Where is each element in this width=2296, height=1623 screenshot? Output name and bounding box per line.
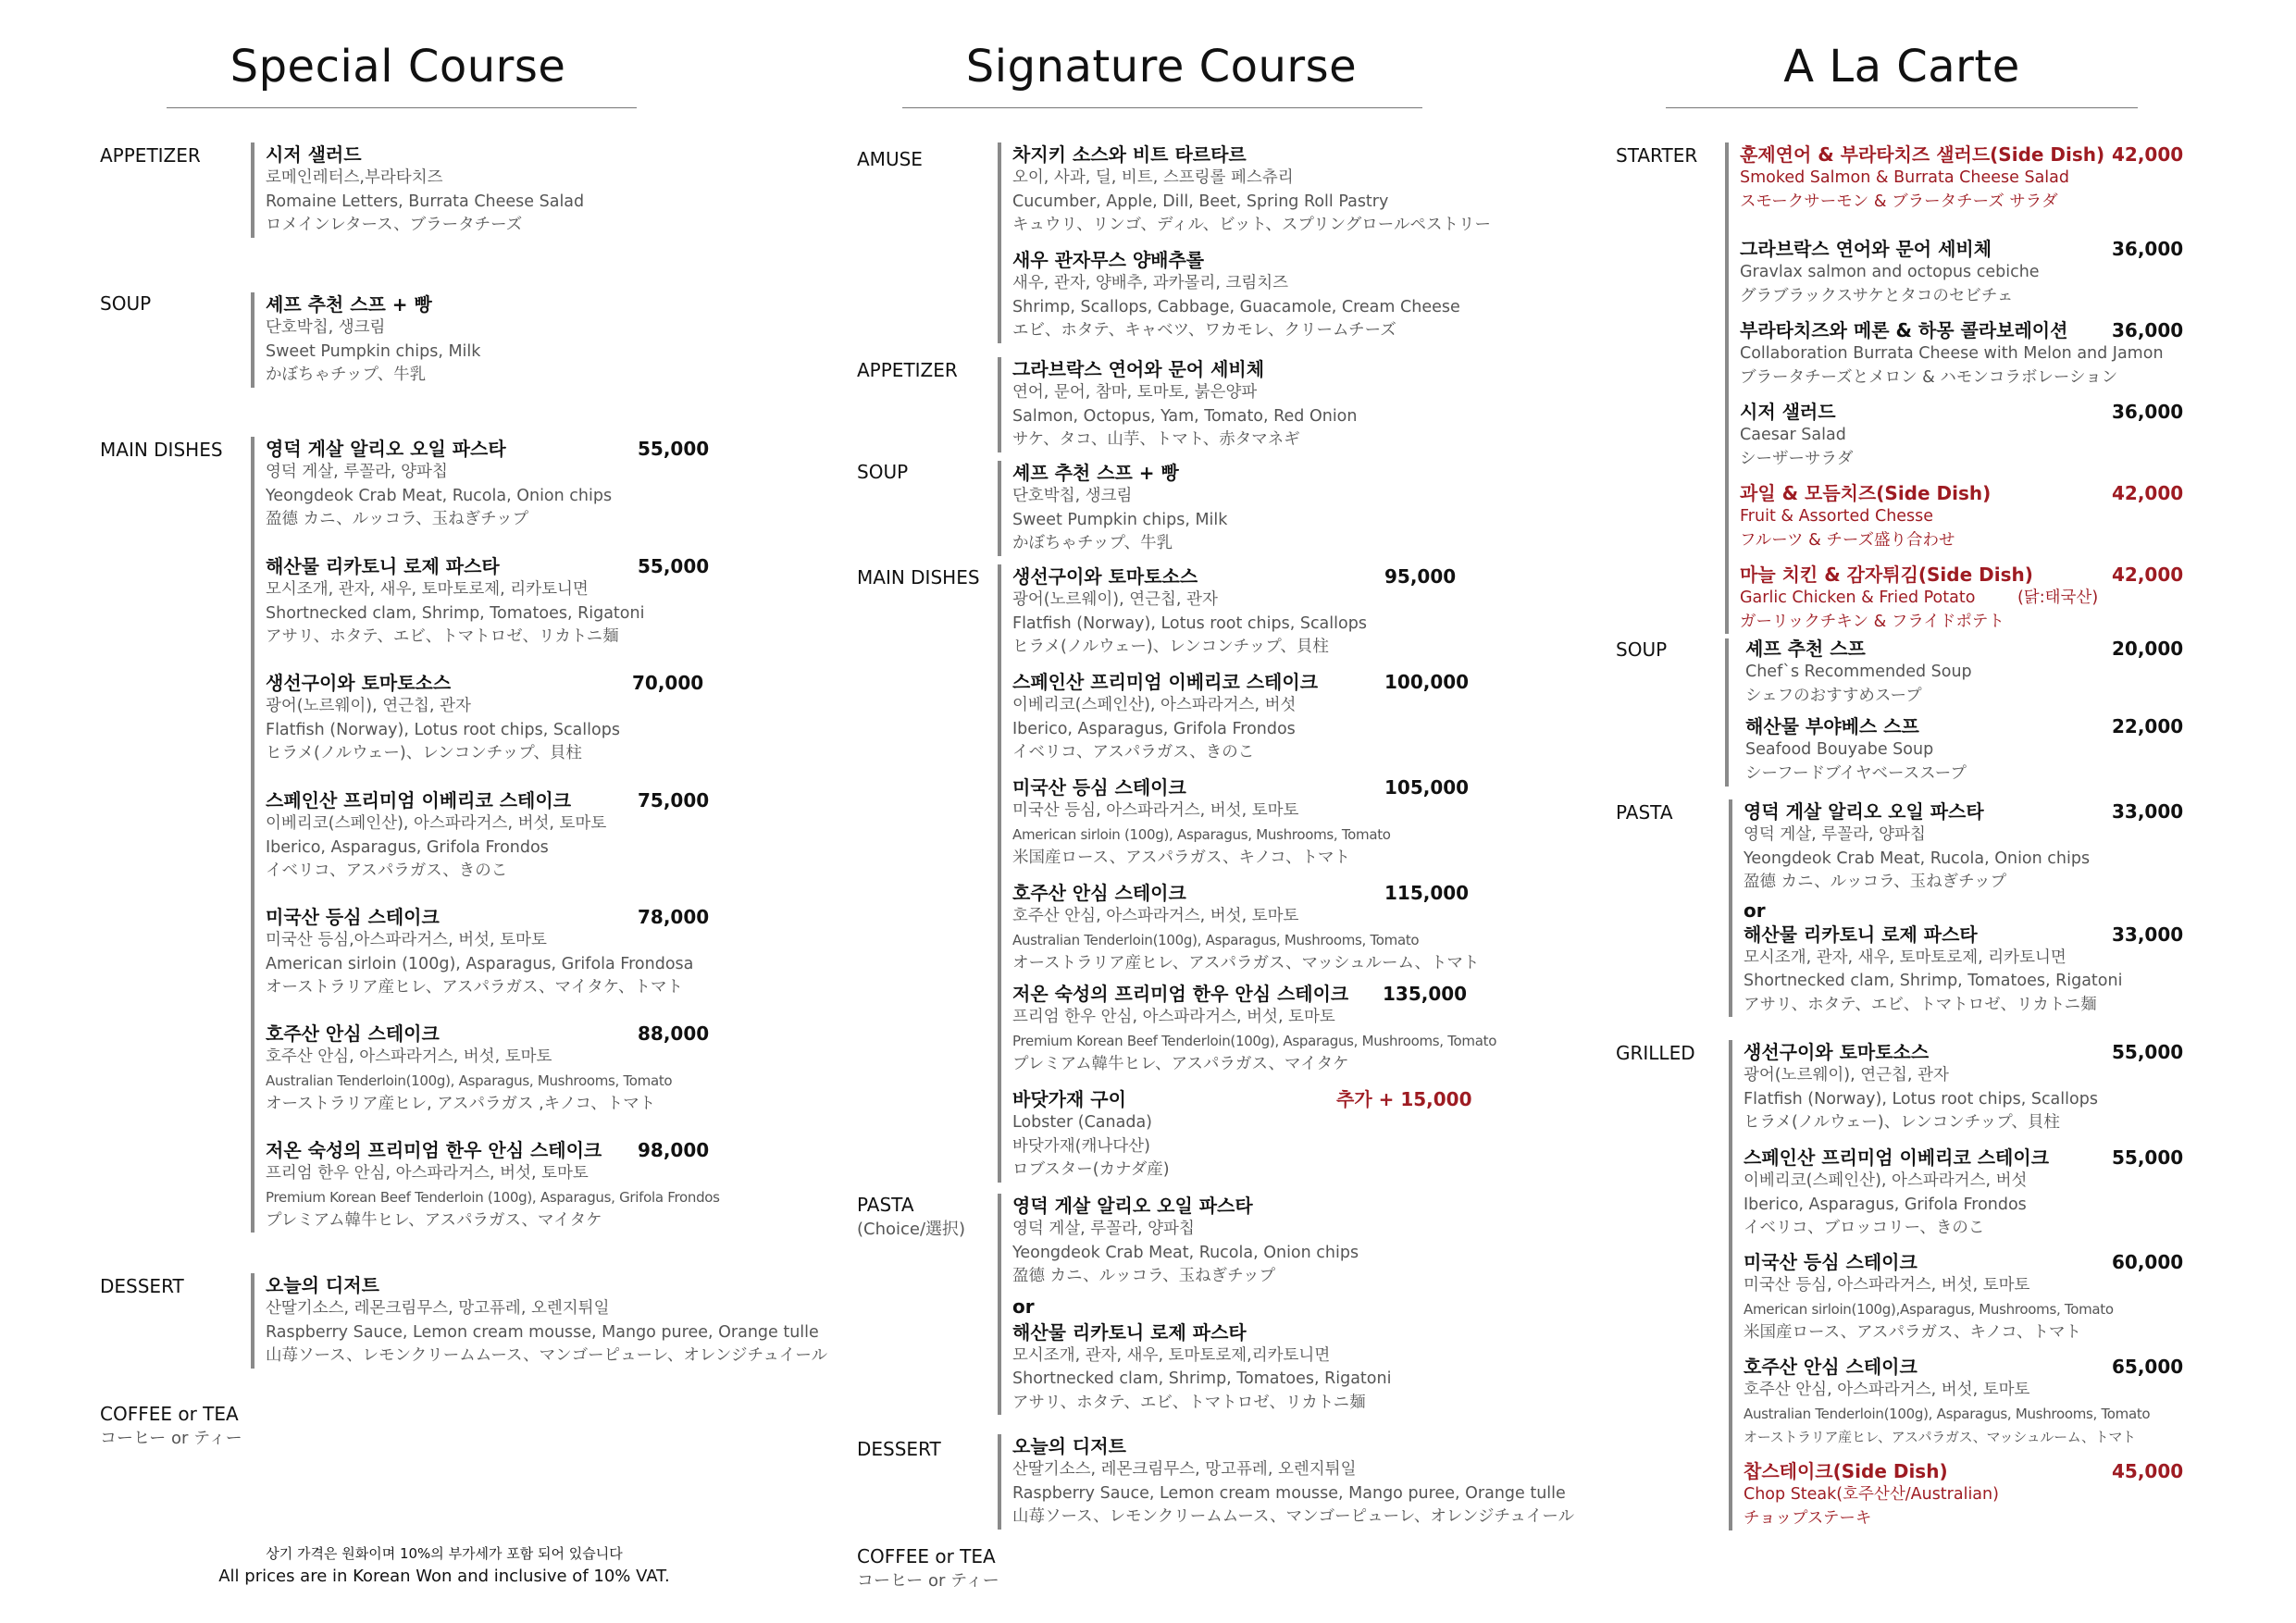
special-course-title: Special Course xyxy=(230,41,566,93)
item-desc-ja: フルーツ & チーズ盛り合わせ xyxy=(1740,530,1955,550)
alacarte-starter-group xyxy=(1725,142,2184,634)
item-name: 영덕 게살 알리오 오일 파스타 xyxy=(1744,800,1984,823)
item-desc-en: Sweet Pumpkin chips, Milk xyxy=(266,341,481,361)
item-desc-en: Australian Tenderloin(100g), Asparagus, Mushrooms, Tomato xyxy=(1744,1405,2151,1422)
menu-item xyxy=(1744,1146,2184,1250)
item-price: 33,000 xyxy=(2112,800,2184,823)
item-price: 45,000 xyxy=(2112,1460,2184,1482)
menu-item xyxy=(266,292,480,388)
item-desc-en: Shortnecked clam, Shrimp, Tomatoes, Rigatoni xyxy=(1744,972,2123,990)
item-desc-ko: 호주산 안심, 아스파라거스, 버섯, 토마토 xyxy=(1012,907,1299,925)
item-desc-ko: 이베리코(스페인산), 아스파라거스, 버섯 xyxy=(1012,696,1297,714)
item-desc-ko: 연어, 문어, 참마, 토마토, 붉은양파 xyxy=(1012,383,1258,402)
item-desc-ja: ヒラメ(ノルウェー)、レンコンチップ、貝柱 xyxy=(266,744,582,762)
menu-item xyxy=(1012,775,1496,881)
menu-item xyxy=(1012,461,1227,556)
item-desc-en: Chop Steak(호주산산/Australian) xyxy=(1744,1485,1999,1504)
menu-item xyxy=(1012,564,1496,670)
item-price: 95,000 xyxy=(1384,565,1457,588)
category-grilled: GRILLED xyxy=(1616,1042,1695,1064)
item-desc-en: Collaboration Burrata Cheese with Melon and Jamon xyxy=(1740,344,2164,363)
item-desc-ja: 山苺ソース、レモンクリームムース、マンゴーピューレ、オレンジチュイール xyxy=(1012,1507,1575,1526)
item-desc-ja: プレミアム韓牛ヒレ、アスパラガス、マイタケ xyxy=(266,1211,602,1230)
or-divider: or xyxy=(1744,898,1766,922)
item-name: 셰프 추천 스프 xyxy=(1745,638,1866,660)
item-desc-ko: 단호박칩, 생크림 xyxy=(266,318,386,337)
item-desc-ja: シーザーサラダ xyxy=(1740,449,1854,468)
item-name: 셰프 추천 스프 + 빵 xyxy=(1012,462,1179,484)
category-appetizer: APPETIZER xyxy=(857,359,958,381)
item-desc-ko: 로메인레터스,부라타치즈 xyxy=(266,168,443,187)
item-desc-ja: アサリ、ホタテ、エビ、トマトロゼ、リカトニ麺 xyxy=(266,627,619,646)
menu-item xyxy=(266,142,584,238)
menu-item xyxy=(266,1273,827,1369)
menu-item xyxy=(1740,318,2184,400)
item-price: 115,000 xyxy=(1384,882,1470,904)
item-desc-ja: 盈德 カニ、ルッコラ、玉ねぎチップ xyxy=(266,510,529,528)
coffee-label-ja: コーヒー or ティー xyxy=(100,1429,242,1448)
item-desc-en: Flatfish (Norway), Lotus root chips, Scallops xyxy=(266,720,620,739)
item-desc-ko: 미국산 등심,아스파라거스, 버섯, 토마토 xyxy=(266,931,547,949)
item-desc-en: Yeongdeok Crab Meat, Rucola, Onion chips xyxy=(1744,849,2091,868)
item-desc-en: Premium Korean Beef Tenderloin(100g), Asparagus, Mushrooms, Tomato xyxy=(1012,1032,1497,1049)
item-desc-en: Cucumber, Apple, Dill, Beet, Spring Roll Pastry xyxy=(1012,192,1389,211)
item-name: 미국산 등심 스테이크 xyxy=(1012,776,1186,799)
item-price: 55,000 xyxy=(2112,1146,2184,1169)
special-dessert-group xyxy=(251,1273,827,1369)
item-desc-ko: 바닷가재(캐나다산) xyxy=(1012,1136,1150,1156)
item-price: 105,000 xyxy=(1384,776,1470,799)
signature-title-rule xyxy=(902,107,1422,108)
item-price: 33,000 xyxy=(2112,923,2184,946)
soup-divider-line xyxy=(1725,638,1729,787)
menu-item xyxy=(1740,563,2184,634)
item-desc-en: Flatfish (Norway), Lotus root chips, Scallops xyxy=(1744,1089,2098,1109)
item-name: 과일 & 모듬치즈(Side Dish) xyxy=(1740,482,1992,504)
item-name: 영덕 게살 알리오 오일 파스타 xyxy=(266,438,506,460)
category-soup: SOUP xyxy=(1616,638,1668,661)
item-desc-en: Fruit & Assorted Chesse xyxy=(1740,507,1934,526)
menu-item xyxy=(266,437,720,554)
item-desc-ko: 모시조개, 관자, 새우, 토마토로제, 리카토니면 xyxy=(1744,948,2066,967)
item-name: 호주산 안심 스테이크 xyxy=(266,1022,440,1045)
item-price: 20,000 xyxy=(2112,638,2184,660)
signature-dessert-group xyxy=(998,1434,1574,1530)
category-appetizer: APPETIZER xyxy=(100,144,201,167)
item-name: 마늘 치킨 & 감자튀김(Side Dish) xyxy=(1740,564,2033,586)
item-name: 그라브락스 연어와 문어 세비체 xyxy=(1012,358,1265,380)
item-desc-ko: 모시조개, 관자, 새우, 토마토로제, 리카토니면 xyxy=(266,580,589,599)
item-desc-en: Iberico, Asparagus, Grifola Frondos xyxy=(266,837,549,857)
item-desc-ko: 광어(노르웨이), 연근칩, 관자 xyxy=(1012,590,1218,609)
menu-item xyxy=(266,788,720,905)
item-desc-en: American sirloin (100g), Asparagus, Grifola Frondosa xyxy=(266,954,694,973)
item-desc-en: Caesar Salad xyxy=(1740,426,1846,444)
menu-item xyxy=(266,1022,720,1138)
item-name: 오늘의 디저트 xyxy=(1012,1435,1126,1457)
category-soup: SOUP xyxy=(100,292,152,315)
menu-item xyxy=(1744,923,2184,1018)
item-name: 호주산 안심 스테이크 xyxy=(1012,882,1186,904)
item-name: 훈제연어 & 부라타치즈 샐러드(Side Dish) xyxy=(1740,143,2105,166)
item-name: 셰프 추천 스프 + 빵 xyxy=(266,293,432,316)
category-dessert: DESSERT xyxy=(100,1275,184,1297)
item-price: 60,000 xyxy=(2112,1251,2184,1273)
item-desc-en: Raspberry Sauce, Lemon cream mousse, Mango puree, Orange tulle xyxy=(1012,1483,1566,1503)
item-name: 부라타치즈와 메론 & 하몽 콜라보레이션 xyxy=(1740,319,2068,341)
a-la-carte-title: A La Carte xyxy=(1783,41,2020,93)
item-name: 호주산 안심 스테이크 xyxy=(1744,1356,1917,1378)
item-desc-ja: オーストラリア産ヒレ, アスパラガス ,キノコ、トマト xyxy=(266,1095,656,1113)
item-desc-ja: ブラータチーズとメロン & ハモンコラボレーション xyxy=(1740,367,2118,387)
special-main-group xyxy=(251,437,720,1233)
item-desc-en: Raspberry Sauce, Lemon cream mousse, Mango puree, Orange tulle xyxy=(266,1322,819,1342)
item-desc-ja: オーストラリア産ヒレ、アスパラガス、マイタケ、トマト xyxy=(266,978,683,997)
item-desc-ko: 새우, 관자, 양배추, 과카몰리, 크림치즈 xyxy=(1012,274,1289,292)
item-name: 찹스테이크(Side Dish) xyxy=(1744,1460,1948,1482)
menu-item xyxy=(1744,799,2184,895)
signature-amuse-group xyxy=(998,142,1491,343)
item-name: 생선구이와 토마토소스 xyxy=(1012,565,1198,588)
item-name: 미국산 등심 스테이크 xyxy=(1744,1251,1917,1273)
item-price: 22,000 xyxy=(2112,715,2184,737)
item-name: 해산물 리카토니 로제 파스타 xyxy=(1744,923,1978,946)
item-price: 55,000 xyxy=(638,555,710,577)
item-desc-ko: 산딸기소스, 레몬크림무스, 망고퓨레, 오렌지튀일 xyxy=(1012,1460,1357,1479)
item-desc-en: Iberico, Asparagus, Grifola Frondos xyxy=(1744,1195,2027,1214)
item-desc-en: Shortnecked clam, Shrimp, Tomatoes, Rigatoni xyxy=(1012,1369,1392,1388)
item-desc-ko: 단호박칩, 생크림 xyxy=(1012,487,1133,505)
item-name: 저온 숙성의 프리미엄 한우 안심 스테이크 xyxy=(266,1139,602,1161)
menu-item xyxy=(1012,1434,1574,1530)
item-desc-en-text: Garlic Chicken & Fried Potato xyxy=(1740,588,1976,607)
item-desc-en: Australian Tenderloin(100g), Asparagus, Mushrooms, Tomato xyxy=(266,1072,673,1089)
category-starter: STARTER xyxy=(1616,144,1698,167)
item-desc-ja: イベリコ、ブロッコリー、きのこ xyxy=(1744,1219,1985,1237)
item-price: 65,000 xyxy=(2112,1356,2184,1378)
menu-item xyxy=(1745,637,2184,714)
signature-appetizer-group xyxy=(998,357,1357,452)
item-desc-ja: グラブラックスサケとタコのセビチェ xyxy=(1740,286,2014,305)
item-desc-ko: 이베리코(스페인산), 아스파라거스, 버섯, 토마토 xyxy=(266,814,607,833)
menu-item xyxy=(1744,1250,2184,1355)
item-desc-ko: 호주산 안심, 아스파라거스, 버섯, 토마토 xyxy=(1744,1381,2030,1399)
item-desc-ja: ロブスター(カナダ産) xyxy=(1012,1160,1170,1179)
item-price: 36,000 xyxy=(2112,238,2184,260)
item-price: 36,000 xyxy=(2112,401,2184,423)
item-desc-ko: 광어(노르웨이), 연근칩, 관자 xyxy=(266,697,471,715)
price-note-ko: 상기 가격은 원화이며 10%의 부가세가 포함 되어 있습니다 xyxy=(266,1545,623,1562)
alacarte-pasta-group xyxy=(1729,799,2184,1017)
menu-item xyxy=(1740,142,2184,237)
menu-item xyxy=(1740,400,2184,481)
item-desc-ko: 광어(노르웨이), 연근칩, 관자 xyxy=(1744,1066,1949,1084)
item-desc-ja: かぼちゃチップ、牛乳 xyxy=(266,365,427,384)
coffee-label: COFFEE or TEA xyxy=(100,1403,239,1425)
item-name: 오늘의 디저트 xyxy=(266,1274,379,1296)
signature-soup-group xyxy=(998,461,1227,556)
menu-item xyxy=(1012,357,1357,452)
item-price: 42,000 xyxy=(2112,143,2184,166)
item-desc-ja: アサリ、ホタテ、エビ、トマトロゼ、リカトニ麺 xyxy=(1012,1393,1366,1412)
item-desc-en: Chef`s Recommended Soup xyxy=(1745,663,1972,681)
item-desc-en: Gravlax salmon and octopus cebiche xyxy=(1740,263,2040,281)
item-desc-ja: オーストラリア産ヒレ、アスパラガス、マッシュルーム、トマト xyxy=(1744,1429,2136,1445)
item-desc-ja: かぼちゃチップ、牛乳 xyxy=(1012,534,1173,552)
item-desc-en: Seafood Bouyabe Soup xyxy=(1745,740,1934,759)
category-pasta xyxy=(857,1194,965,1240)
category-amuse: AMUSE xyxy=(857,148,923,170)
item-desc-ko: 미국산 등심, 아스파라거스, 버섯, 토마토 xyxy=(1744,1276,2030,1295)
menu-item xyxy=(1744,1040,2184,1146)
category-soup: SOUP xyxy=(857,461,909,483)
signature-pasta-group xyxy=(998,1194,1391,1415)
item-desc-ja: イベリコ、アスパラガス、きのこ xyxy=(1012,743,1255,762)
item-desc-ja: ガーリックチキン & フライドポテト xyxy=(1740,612,2004,631)
item-desc-en: Lobster (Canada) xyxy=(1012,1113,1153,1132)
item-desc-en: American sirloin (100g), Asparagus, Mushrooms, Tomato xyxy=(1012,825,1391,843)
item-name: 시저 샐러드 xyxy=(1740,401,1836,423)
menu-item xyxy=(1012,142,1491,248)
menu-item xyxy=(266,671,720,788)
item-desc-en: Flatfish (Norway), Lotus root chips, Scallops xyxy=(1012,613,1367,633)
item-desc-ko: 오이, 사과, 딜, 비트, 스프링롤 페스츄리 xyxy=(1012,168,1294,187)
alacarte-soup-group xyxy=(1731,637,2184,786)
item-desc-ja: イベリコ、アスパラガス、きのこ xyxy=(266,861,508,880)
item-desc-ko: 호주산 안심, 아스파라거스, 버섯, 토마토 xyxy=(266,1047,552,1066)
coffee-label-ja: コーヒー or ティー xyxy=(857,1571,999,1591)
item-desc-ko: 프리엄 한우 안심, 아스파라거스, 버섯, 토마토 xyxy=(1012,1008,1335,1026)
item-name: 스페인산 프리미엄 이베리코 스테이크 xyxy=(1012,671,1319,693)
item-desc-en xyxy=(1740,587,2164,611)
category-pasta: PASTA xyxy=(1616,801,1673,824)
item-name: 생선구이와 토마토소스 xyxy=(266,672,452,694)
item-desc-en: Salmon, Octopus, Yam, Tomato, Red Onion xyxy=(1012,406,1358,426)
item-desc-ja: スモークサーモン & ブラータチーズ サラダ xyxy=(1740,192,2058,211)
signature-course-title: Signature Course xyxy=(965,41,1358,93)
item-desc-en: American sirloin(100g),Asparagus, Mushrooms, Tomato xyxy=(1744,1300,2114,1318)
category-coffee-tea xyxy=(100,1403,242,1449)
item-name: 스페인산 프리미엄 이베리코 스테이크 xyxy=(1744,1146,2050,1169)
category-dessert: DESSERT xyxy=(857,1438,941,1460)
item-desc-ko: 모시조개, 관자, 새우, 토마토로제,리카토니면 xyxy=(1012,1345,1331,1365)
item-desc-ja: アサリ、ホタテ、エビ、トマトロゼ、リカトニ麺 xyxy=(1744,995,2097,1014)
item-name: 바닷가재 구이 xyxy=(1012,1088,1126,1110)
item-desc-ja: シーフードブイヤベーススープ xyxy=(1745,763,1967,783)
menu-item xyxy=(1012,1087,1496,1183)
item-desc-ko: 프리엄 한우 안심, 아스파라거스, 버섯, 토마토 xyxy=(266,1164,589,1183)
item-desc-en: Yeongdeok Crab Meat, Rucola, Onion chips xyxy=(266,486,613,505)
item-price: 75,000 xyxy=(638,789,710,812)
item-desc-ja: 盈德 カニ、ルッコラ、玉ねぎチップ xyxy=(1744,873,2007,891)
item-desc-ja: ヒラメ(ノルウェー)、レンコンチップ、貝柱 xyxy=(1012,638,1329,656)
item-name: 미국산 등심 스테이크 xyxy=(266,906,440,928)
item-desc-en: Smoked Salmon & Burrata Cheese Salad xyxy=(1740,168,2069,187)
special-soup-group xyxy=(251,292,480,388)
pasta-choice-label: (Choice/選択) xyxy=(857,1220,966,1239)
item-desc-ja: 盈德 カニ、ルッコラ、玉ねぎチップ xyxy=(1012,1267,1276,1285)
price-note-en: All prices are in Korean Won and inclusive of 10% VAT. xyxy=(218,1567,670,1586)
menu-item xyxy=(266,1138,720,1233)
item-name: 스페인산 프리미엄 이베리코 스테이크 xyxy=(266,789,572,812)
item-price: 42,000 xyxy=(2112,482,2184,504)
signature-main-group xyxy=(998,564,1496,1183)
item-desc-en: Sweet Pumpkin chips, Milk xyxy=(1012,510,1228,529)
item-desc-ko: 영덕 게살, 루꼴라, 양파칩 xyxy=(266,463,448,481)
item-desc-ko: 영덕 게살, 루꼴라, 양파칩 xyxy=(1744,825,1926,844)
item-desc-en: Australian Tenderloin(100g), Asparagus, Mushrooms, Tomato xyxy=(1012,931,1420,948)
item-desc-en: Yeongdeok Crab Meat, Rucola, Onion chips xyxy=(1012,1243,1359,1262)
a-la-carte-title-rule xyxy=(1666,107,2138,108)
item-price: 88,000 xyxy=(638,1022,710,1045)
item-price: 100,000 xyxy=(1384,671,1470,693)
item-desc-ja: ロメインレタース、ブラータチーズ xyxy=(266,216,523,234)
item-price: 70,000 xyxy=(632,672,704,694)
menu-item xyxy=(1012,881,1496,982)
menu-item xyxy=(1740,237,2184,318)
item-price: 55,000 xyxy=(2112,1041,2184,1063)
menu-item xyxy=(1012,1320,1391,1416)
item-desc-ko: 미국산 등심, 아스파라거스, 버섯, 토마토 xyxy=(1012,801,1299,820)
item-name: 생선구이와 토마토소스 xyxy=(1744,1041,1930,1063)
menu-item xyxy=(266,905,720,1022)
coffee-label: COFFEE or TEA xyxy=(857,1545,996,1567)
item-desc-ja: プレミアム韓牛ヒレ、アスパラガス、マイタケ xyxy=(1012,1055,1349,1073)
menu-item xyxy=(1745,714,2184,786)
menu-item xyxy=(1744,1459,2184,1530)
pasta-label: PASTA xyxy=(857,1194,914,1216)
item-desc-ja: ヒラメ(ノルウェー)、レンコンチップ、貝柱 xyxy=(1744,1113,2060,1132)
menu-item xyxy=(1012,670,1496,775)
item-desc-ja: 米国産ロース、アスパラガス、キノコ、トマト xyxy=(1744,1323,2082,1342)
item-name: 시저 샐러드 xyxy=(266,143,362,166)
item-price: 42,000 xyxy=(2112,564,2184,586)
item-name: 차지키 소스와 비트 타르타르 xyxy=(1012,143,1247,166)
item-desc-ja: シェフのおすすめスープ xyxy=(1745,686,1922,705)
menu-item xyxy=(1012,1194,1391,1289)
item-desc-en: Premium Korean Beef Tenderloin (100g), Asparagus, Grifola Frondos xyxy=(266,1188,720,1206)
price-note xyxy=(157,1542,731,1589)
item-name: 해산물 리카토니 로제 파스타 xyxy=(266,555,500,577)
item-desc-ja: キュウリ、リンゴ、ディル、ビット、スプリングロールペストリー xyxy=(1012,216,1491,234)
item-desc-en: Iberico, Asparagus, Grifola Frondos xyxy=(1012,719,1296,738)
item-name: 그라브락스 연어와 문어 세비체 xyxy=(1740,238,1992,260)
alacarte-grilled-group xyxy=(1729,1040,2184,1530)
special-title-rule xyxy=(167,107,637,108)
item-name: 해산물 부야베스 스프 xyxy=(1745,715,1919,737)
item-price: 36,000 xyxy=(2112,319,2184,341)
menu-item xyxy=(1012,982,1496,1087)
item-desc-en: Shortnecked clam, Shrimp, Tomatoes, Rigatoni xyxy=(266,603,645,623)
item-desc-ja: 山苺ソース、レモンクリームムース、マンゴーピューレ、オレンジチュイール xyxy=(266,1346,828,1365)
item-name: 새우 관자무스 양배추롤 xyxy=(1012,249,1205,271)
item-desc-ko: 영덕 게살, 루꼴라, 양파칩 xyxy=(1012,1220,1195,1238)
category-main-dishes: MAIN DISHES xyxy=(100,439,223,461)
item-price: 추가 + 15,000 xyxy=(1336,1088,1472,1110)
item-price: 98,000 xyxy=(638,1139,710,1161)
menu-item xyxy=(1012,248,1491,343)
item-desc-en: Shrimp, Scallops, Cabbage, Guacamole, Cream Cheese xyxy=(1012,297,1460,316)
item-desc-ja: 米国産ロース、アスパラガス、キノコ、トマト xyxy=(1012,849,1351,867)
item-name: 영덕 게살 알리오 오일 파스타 xyxy=(1012,1195,1253,1217)
item-name: 해산물 리카토니 로제 파스타 xyxy=(1012,1320,1247,1344)
category-coffee-tea xyxy=(857,1545,999,1592)
item-desc-ko: 이베리코(스페인산), 아스파라거스, 버섯 xyxy=(1744,1171,2028,1190)
category-main-dishes: MAIN DISHES xyxy=(857,566,980,588)
menu-item xyxy=(266,554,720,671)
item-desc-ja: オーストラリア産ヒレ、アスパラガス、マッシュルーム、トマト xyxy=(1012,954,1480,973)
item-desc-ja: チョップステーキ xyxy=(1744,1508,1872,1528)
special-appetizer-group xyxy=(251,142,584,238)
item-price: 55,000 xyxy=(638,438,710,460)
origin-note: (닭:태국산) xyxy=(2017,588,2099,607)
item-desc-ja: サケ、タコ、山芋、トマト、赤タマネギ xyxy=(1012,430,1300,449)
menu-item xyxy=(1740,481,2184,563)
menu-item xyxy=(1744,1355,2184,1459)
item-desc-ja: エビ、ホタテ、キャベツ、ワカモレ、クリームチーズ xyxy=(1012,321,1396,340)
or-divider: or xyxy=(1012,1295,1035,1318)
item-name: 저온 숙성의 프리미엄 한우 안심 스테이크 xyxy=(1012,983,1349,1005)
item-desc-en: Romaine Letters, Burrata Cheese Salad xyxy=(266,192,585,211)
item-price: 135,000 xyxy=(1383,983,1468,1005)
item-desc-ko: 산딸기소스, 레몬크림무스, 망고퓨레, 오렌지튀일 xyxy=(266,1299,610,1318)
item-price: 78,000 xyxy=(638,906,710,928)
